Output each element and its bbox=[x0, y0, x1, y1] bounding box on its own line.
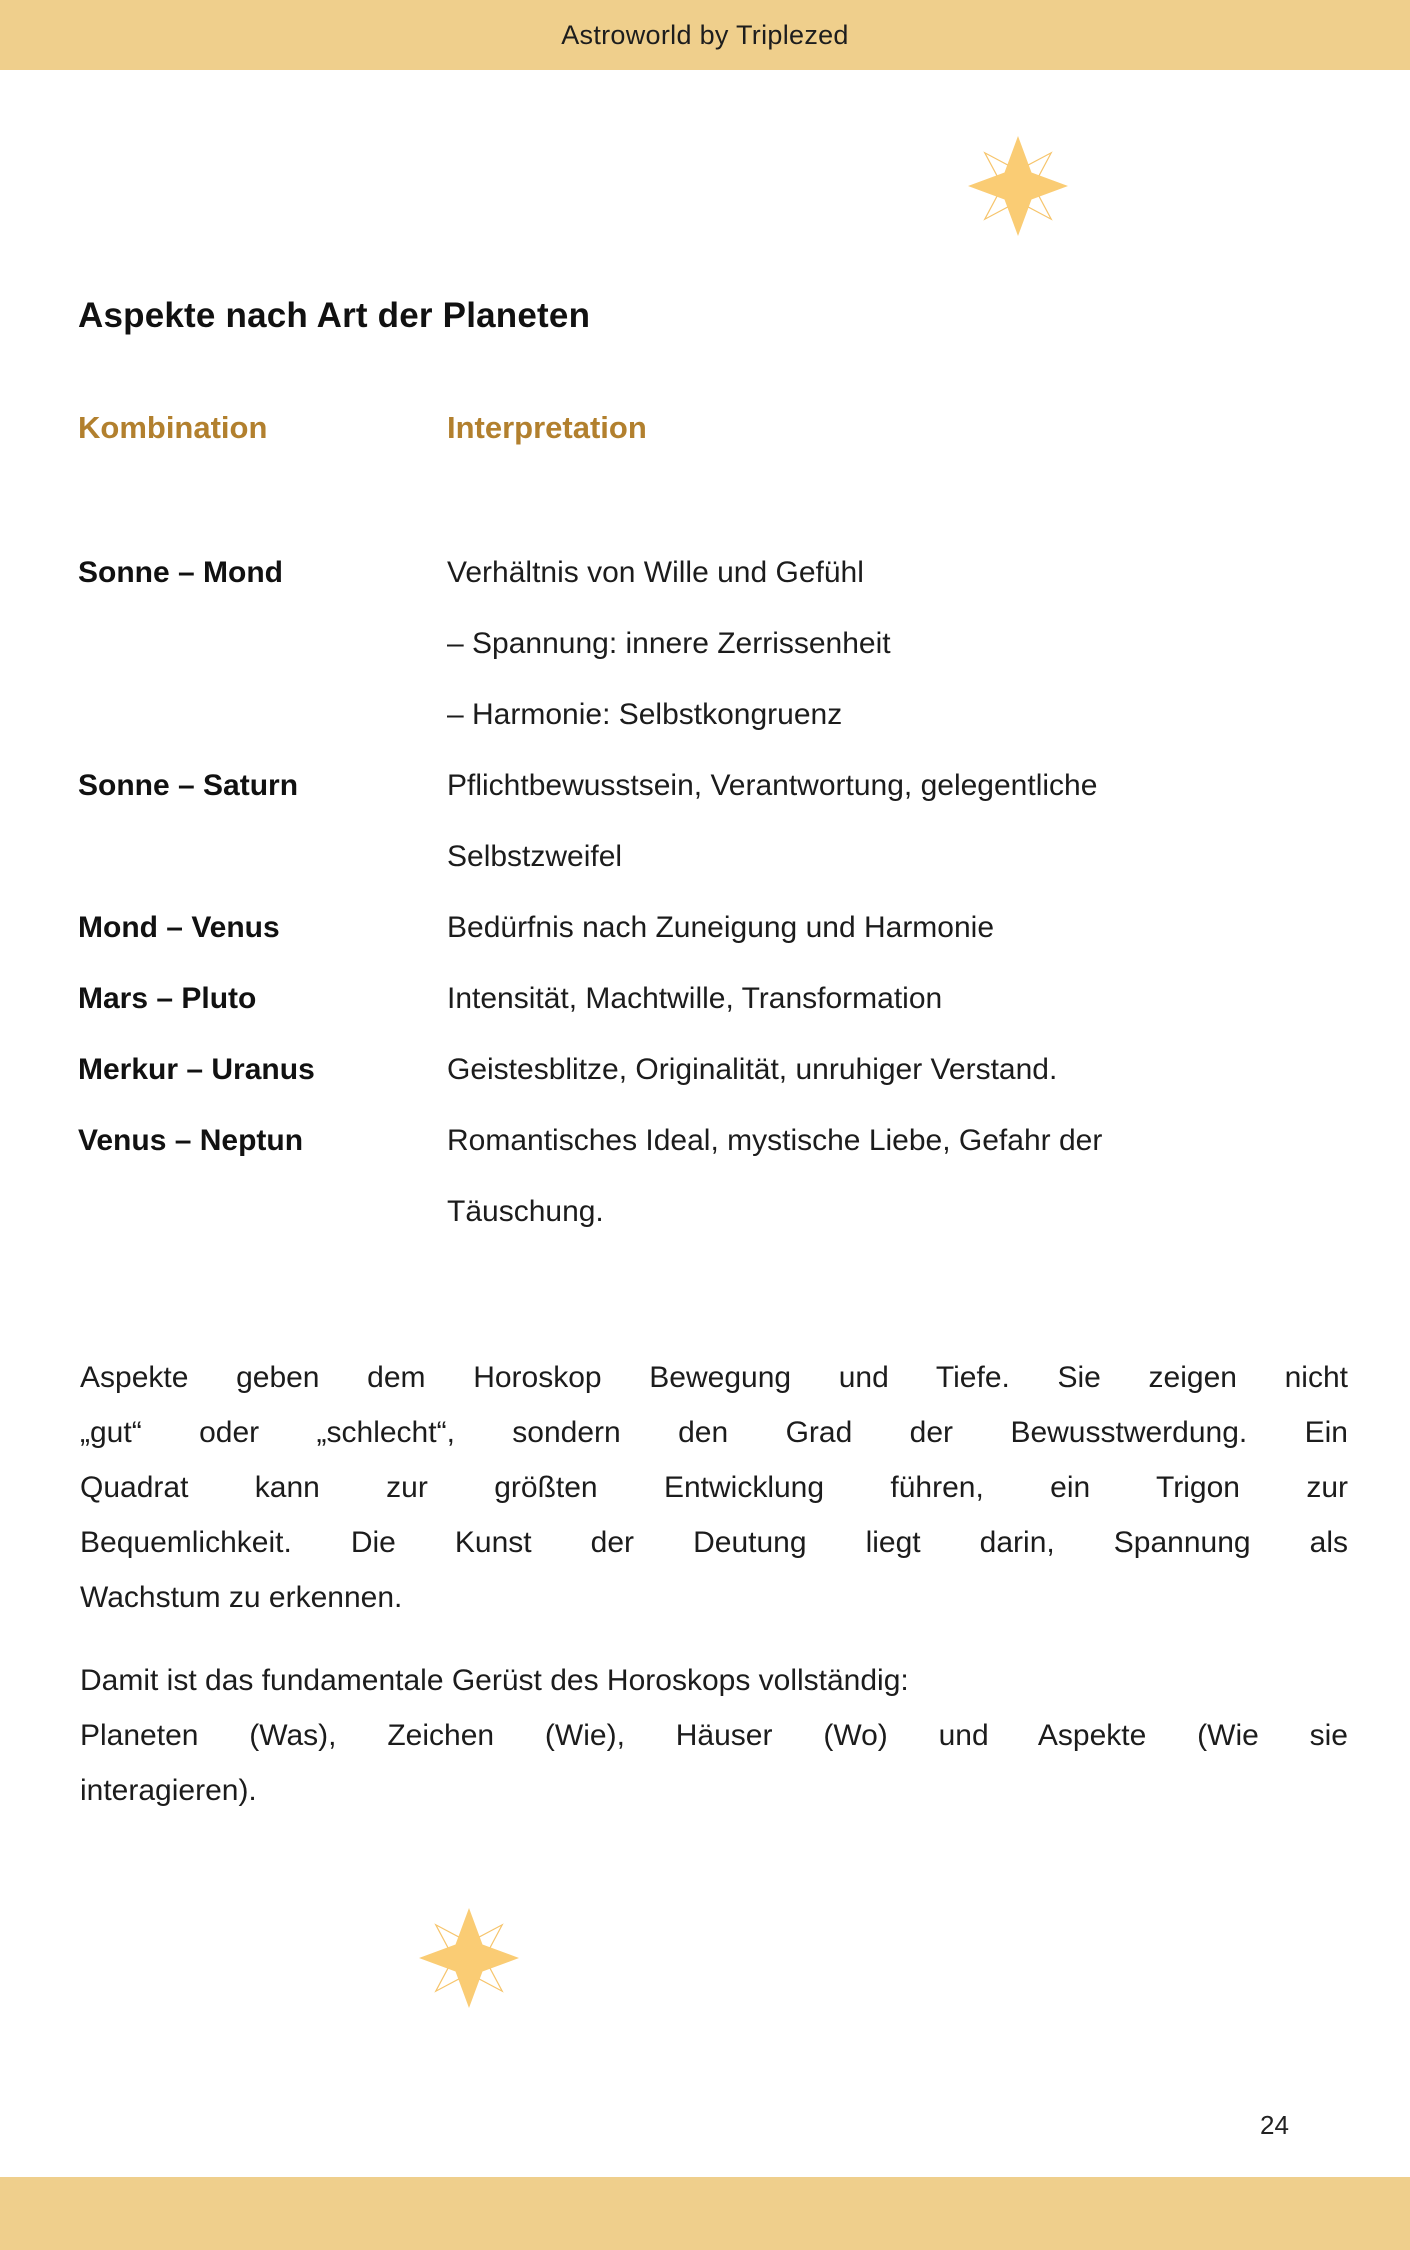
interpretation-line: – Harmonie: Selbstkongruenz bbox=[447, 698, 843, 731]
four-pointed-star-icon bbox=[960, 128, 1076, 244]
paragraph-line: interagieren). bbox=[80, 1774, 257, 1807]
aspect-table-row bbox=[78, 1105, 1340, 1247]
paragraph-line: Bequemlichkeit. Die Kunst der Deutung liegt darin, Spannung als bbox=[80, 1526, 1348, 1559]
paragraph-horoscope-framework bbox=[80, 1653, 1348, 1818]
aspect-table-row bbox=[78, 537, 1340, 750]
paragraph-line: Aspekte geben dem Horoskop Bewegung und Tiefe. Sie zeigen nicht bbox=[80, 1361, 1348, 1394]
interpretation-cell bbox=[447, 750, 1340, 892]
header-band-title: Astroworld by Triplezed bbox=[561, 19, 849, 50]
interpretation-line: Geistesblitze, Originalität, unruhiger Verstand. bbox=[447, 1053, 1058, 1086]
combination-cell: Sonne – Mond bbox=[78, 556, 283, 589]
header-band bbox=[0, 0, 1410, 70]
aspect-table-row bbox=[78, 1034, 1340, 1105]
interpretation-cell bbox=[447, 1105, 1340, 1247]
page-number: 24 bbox=[1260, 2110, 1289, 2140]
aspect-table-row bbox=[78, 892, 1340, 963]
interpretation-line: Pflichtbewusstsein, Verantwortung, gelegentliche bbox=[447, 769, 1098, 802]
column-header-combination: Kombination bbox=[78, 410, 268, 445]
aspect-table-rows bbox=[78, 537, 1340, 1247]
aspect-table-row bbox=[78, 963, 1340, 1034]
paragraph-aspects-meaning bbox=[80, 1350, 1348, 1625]
combination-cell: Merkur – Uranus bbox=[78, 1053, 315, 1086]
combination-cell: Venus – Neptun bbox=[78, 1124, 304, 1157]
interpretation-cell bbox=[447, 963, 1340, 1034]
paragraph-line: Quadrat kann zur größten Entwicklung führen, ein Trigon zur bbox=[80, 1471, 1348, 1504]
combination-cell: Sonne – Saturn bbox=[78, 769, 299, 802]
paragraph-line: Damit ist das fundamentale Gerüst des Horoskops vollständig: bbox=[80, 1664, 909, 1697]
interpretation-line: Verhältnis von Wille und Gefühl bbox=[447, 556, 864, 589]
combination-cell: Mars – Pluto bbox=[78, 982, 257, 1015]
interpretation-line: – Spannung: innere Zerrissenheit bbox=[447, 627, 891, 660]
paragraph-line: „gut“ oder „schlecht“, sondern den Grad der Bewusstwerdung. Ein bbox=[80, 1416, 1348, 1449]
interpretation-cell bbox=[447, 892, 1340, 963]
aspect-table bbox=[78, 537, 1340, 1247]
interpretation-line: Romantisches Ideal, mystische Liebe, Gefahr der bbox=[447, 1124, 1103, 1157]
combination-cell: Mond – Venus bbox=[78, 911, 280, 944]
interpretation-cell bbox=[447, 537, 1340, 750]
paragraph-line: Wachstum zu erkennen. bbox=[80, 1581, 403, 1614]
interpretation-line: Selbstzweifel bbox=[447, 840, 623, 873]
interpretation-line: Intensität, Machtwille, Transformation bbox=[447, 982, 943, 1015]
footer-band bbox=[0, 2177, 1410, 2250]
column-header-interpretation: Interpretation bbox=[447, 410, 647, 445]
paragraph-line: Planeten (Was), Zeichen (Wie), Häuser (Wo) und Aspekte (Wie sie bbox=[80, 1719, 1348, 1752]
interpretation-line: Bedürfnis nach Zuneigung und Harmonie bbox=[447, 911, 995, 944]
aspect-table-row bbox=[78, 750, 1340, 892]
table-column-headers bbox=[78, 410, 1338, 452]
interpretation-line: Täuschung. bbox=[447, 1195, 604, 1228]
four-pointed-star-icon bbox=[411, 1900, 527, 2016]
page-title: Aspekte nach Art der Planeten bbox=[78, 296, 591, 335]
interpretation-cell bbox=[447, 1034, 1340, 1105]
